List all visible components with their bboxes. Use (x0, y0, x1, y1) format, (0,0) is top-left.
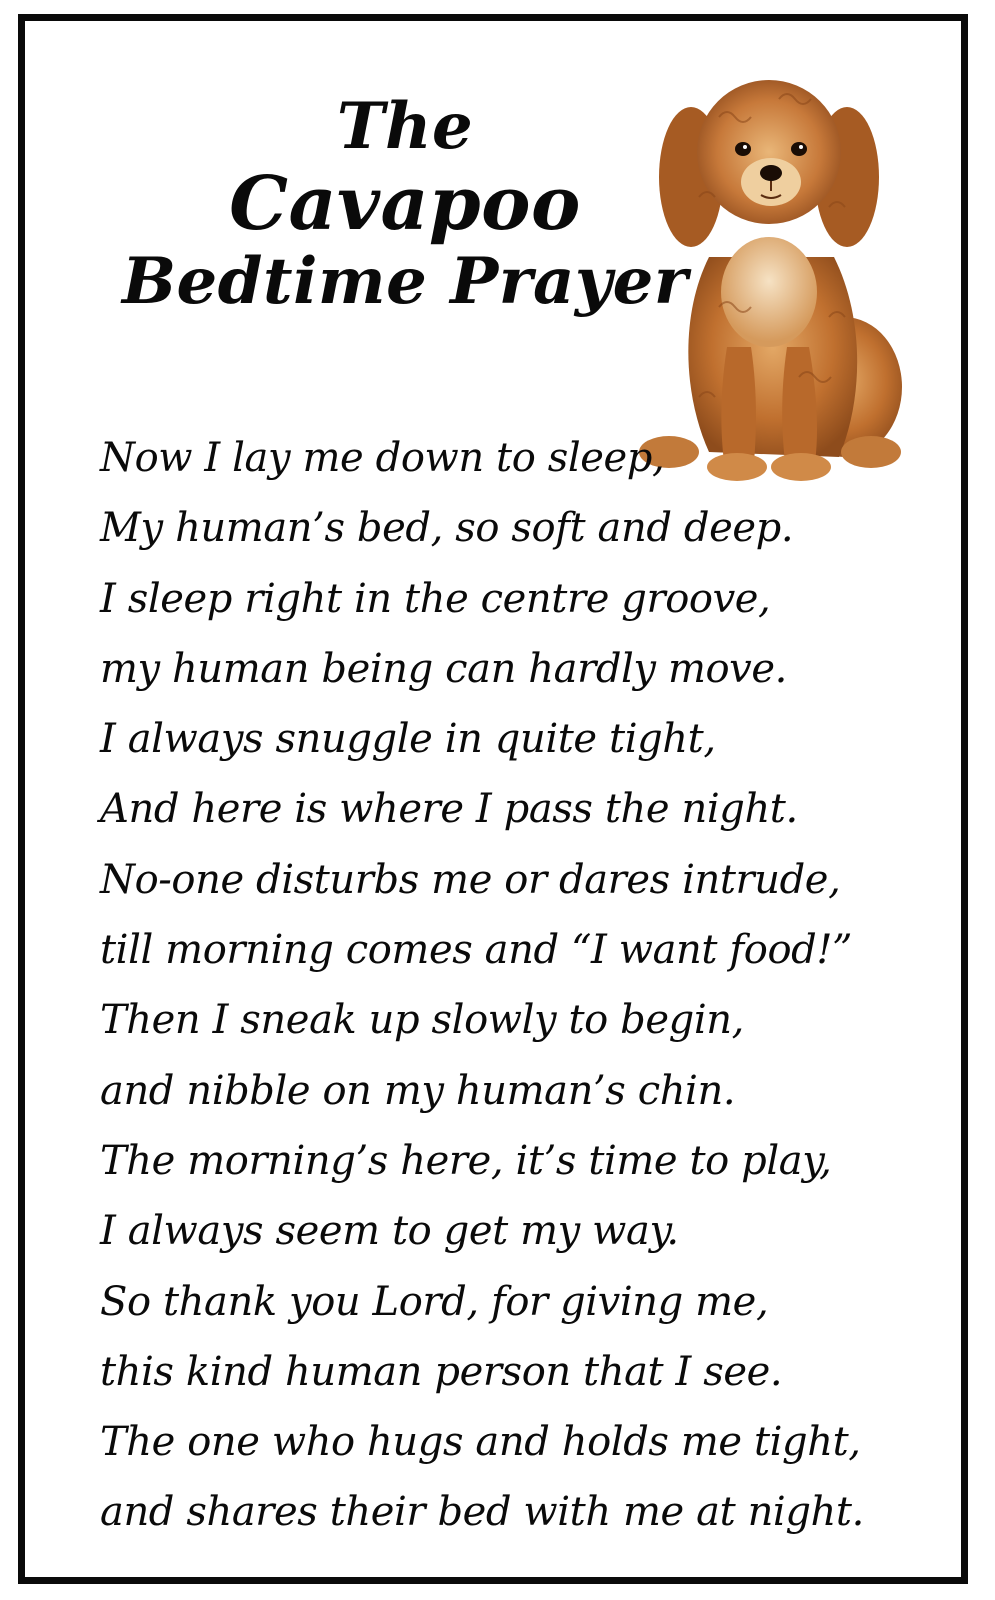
poem-line: Now I lay me down to sleep, (100, 435, 665, 481)
poem-line: my human being can hardly move. (100, 645, 787, 692)
poem-line: and nibble on my human’s chin. (100, 1067, 736, 1114)
poem-line: I always snuggle in quite tight, (100, 716, 716, 763)
prayer-card (18, 14, 968, 1584)
poem (100, 423, 864, 1548)
poem-line: So thank you Lord, for giving me, (100, 1278, 769, 1325)
poem-line: The morning’s here, it’s time to play, (100, 1137, 832, 1184)
poem-line: I always seem to get my way. (100, 1208, 679, 1255)
poem-line: and shares their bed with me at night. (100, 1489, 864, 1536)
poem-line: And here is where I pass the night. (100, 786, 798, 833)
poem-line: I sleep right in the centre groove, (100, 575, 771, 622)
poem-line: Then I sneak up slowly to begin, (100, 997, 744, 1044)
poem-line: this kind human person that I see. (100, 1348, 783, 1395)
title-line-bedtime-prayer: Bedtime Prayer (121, 243, 689, 319)
title-line-cavapoo: Cavapoo (229, 160, 581, 247)
title-line-the: The (336, 89, 474, 164)
poem-line: No-one disturbs me or dares intrude, (100, 856, 841, 903)
poem-line: till morning comes and “I want food!” (100, 927, 853, 974)
poem-line: The one who hugs and holds me tight, (100, 1419, 861, 1466)
poem-line: My human’s bed, so soft and deep. (100, 505, 794, 552)
